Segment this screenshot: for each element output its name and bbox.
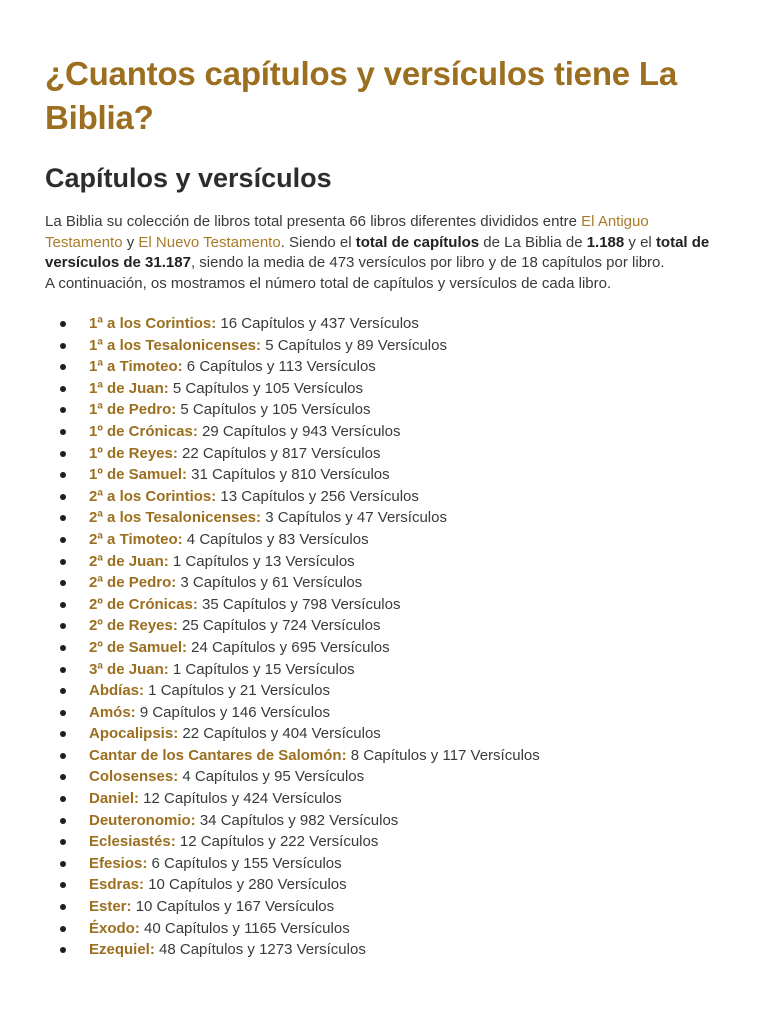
- book-detail: 4 Capítulos y 95 Versículos: [178, 768, 365, 786]
- book-detail: 40 Capítulos y 1165 Versículos: [139, 919, 350, 937]
- bullet-icon: [60, 753, 66, 759]
- book-name: Deuteronomio:: [89, 811, 196, 829]
- intro-text: y: [122, 233, 139, 251]
- book-detail: 34 Capítulos y 982 Versículos: [195, 811, 399, 829]
- intro-text: La Biblia su colección de libros total presenta 66 libros diferentes divididos entre: [45, 213, 582, 230]
- bullet-icon: [60, 623, 66, 629]
- book-name: Colosenses:: [89, 768, 179, 786]
- book-name: 1º de Crónicas:: [89, 422, 198, 440]
- book-name: Éxodo:: [89, 919, 140, 937]
- book-detail: 9 Capítulos y 146 Versículos: [135, 703, 330, 721]
- book-detail: 48 Capítulos y 1273 Versículos: [154, 941, 366, 959]
- bullet-icon: [60, 861, 66, 867]
- bullet-icon: [60, 926, 66, 932]
- list-item: [60, 637, 728, 659]
- book-detail: 1 Capítulos y 15 Versículos: [168, 660, 355, 678]
- bullet-icon: [60, 667, 66, 673]
- bullet-icon: [60, 343, 66, 349]
- bullet-icon: [60, 537, 66, 543]
- bullet-icon: [60, 580, 66, 586]
- list-item: [60, 572, 728, 594]
- book-name: 1ª a los Corintios:: [89, 315, 217, 332]
- list-item: [60, 335, 728, 357]
- book-list: [45, 313, 728, 961]
- book-name: 1º de Reyes:: [89, 444, 178, 462]
- section-heading: Capítulos y versículos: [45, 163, 332, 193]
- book-detail: 12 Capítulos y 222 Versículos: [175, 833, 379, 851]
- list-item: [60, 551, 728, 573]
- bullet-icon: [60, 882, 66, 888]
- list-item: [60, 896, 728, 918]
- bullet-icon: [60, 472, 66, 478]
- bullet-icon: [60, 818, 66, 824]
- list-item: [60, 766, 728, 788]
- book-name: Esdras:: [89, 876, 145, 894]
- list-item: [60, 788, 728, 810]
- bullet-icon: [60, 407, 66, 413]
- book-name: 1º de Samuel:: [89, 466, 188, 484]
- book-detail: 3 Capítulos y 61 Versículos: [176, 574, 363, 592]
- book-detail: 10 Capítulos y 280 Versículos: [144, 876, 347, 894]
- list-item: [60, 356, 728, 378]
- list-item: [60, 421, 728, 443]
- book-detail: 5 Capítulos y 105 Versículos: [168, 379, 364, 397]
- book-name: Abdías:: [89, 682, 145, 700]
- list-item: [60, 659, 728, 681]
- bullet-icon: [60, 731, 66, 737]
- bullet-icon: [60, 839, 66, 845]
- list-item: [60, 464, 728, 486]
- list-item: [60, 874, 728, 896]
- book-detail: 4 Capítulos y 83 Versículos: [182, 530, 369, 548]
- list-item: [60, 723, 728, 745]
- page-title: ¿Cuantos capítulos y versículos tiene La Biblia?: [45, 55, 678, 136]
- book-name: Cantar de los Cantares de Salomón:: [89, 746, 347, 764]
- book-name: Amós:: [89, 703, 136, 721]
- intro-bold-text: total de capítulos: [355, 233, 480, 251]
- book-detail: 12 Capítulos y 424 Versículos: [139, 790, 342, 808]
- bullet-icon: [60, 904, 66, 910]
- list-item: [60, 507, 728, 529]
- bullet-icon: [60, 515, 66, 521]
- book-detail: 10 Capítulos y 167 Versículos: [131, 898, 335, 916]
- bullet-icon: [60, 688, 66, 694]
- bullet-icon: [60, 494, 66, 500]
- book-name: 3ª de Juan:: [89, 660, 169, 678]
- list-item: [60, 378, 728, 400]
- book-name: 2ª de Juan:: [89, 552, 169, 570]
- book-name: 1ª de Pedro:: [89, 401, 177, 419]
- list-item: [60, 529, 728, 551]
- book-detail: 22 Capítulos y 404 Versículos: [178, 725, 381, 743]
- bullet-icon: [60, 645, 66, 651]
- bullet-icon: [60, 429, 66, 435]
- list-item: [60, 443, 728, 465]
- total-verses-text: total de versículos de 31.187: [45, 233, 710, 271]
- intro-text: A continuación, os mostramos el número total de capítulos y versículos de cada libro.: [45, 274, 612, 292]
- book-detail: 1 Capítulos y 21 Versículos: [144, 682, 330, 700]
- book-detail: 1 Capítulos y 13 Versículos: [168, 552, 355, 570]
- list-item: [60, 831, 728, 853]
- list-item: [60, 486, 728, 508]
- book-name: Eclesiastés:: [89, 833, 176, 851]
- bullet-icon: [60, 602, 66, 608]
- book-detail: 16 Capítulos y 437 Versículos: [216, 315, 419, 332]
- list-item: [60, 615, 728, 637]
- book-detail: 29 Capítulos y 943 Versículos: [197, 422, 401, 440]
- list-item: [60, 939, 728, 961]
- bullet-icon: [60, 774, 66, 780]
- book-name: Ester:: [89, 898, 132, 916]
- intro-paragraph: [45, 212, 729, 294]
- intro-text: de La Biblia de: [479, 233, 587, 251]
- book-name: Ezequiel:: [89, 941, 155, 959]
- book-detail: 3 Capítulos y 47 Versículos: [261, 509, 447, 527]
- book-detail: 13 Capítulos y 256 Versículos: [216, 487, 419, 505]
- book-detail: 22 Capítulos y 817 Versículos: [177, 444, 381, 462]
- intro-text: , siendo la media de 473 versículos por libro y de 18 capítulos por libro.: [190, 254, 665, 271]
- list-item: [60, 313, 728, 335]
- list-item: [60, 399, 728, 421]
- book-detail: 24 Capítulos y 695 Versículos: [187, 638, 390, 656]
- intro-text: . Siendo el: [280, 233, 356, 251]
- list-item: [60, 745, 728, 767]
- bullet-icon: [60, 559, 66, 565]
- antiguo-testamento-link[interactable]: El Antiguo Testamento: [45, 213, 649, 251]
- bullet-icon: [60, 796, 66, 802]
- book-name: 2ª a Timoteo:: [89, 530, 183, 548]
- book-name: 2º de Samuel:: [89, 638, 188, 656]
- total-chapters-value: 1.188: [586, 233, 625, 251]
- bullet-icon: [60, 321, 66, 327]
- list-item: [60, 853, 728, 875]
- book-name: 2ª de Pedro:: [89, 574, 177, 592]
- nuevo-testamento-link[interactable]: El Nuevo Testamento: [138, 233, 281, 251]
- bullet-icon: [60, 947, 66, 953]
- book-detail: 5 Capítulos y 105 Versículos: [176, 401, 371, 419]
- list-item: [60, 918, 728, 940]
- book-detail: 31 Capítulos y 810 Versículos: [187, 466, 390, 484]
- book-name: 2º de Reyes:: [89, 617, 178, 635]
- book-name: 2ª a los Tesalonicenses:: [89, 509, 262, 527]
- book-detail: 6 Capítulos y 155 Versículos: [147, 854, 342, 872]
- list-item: [60, 680, 728, 702]
- book-detail: 8 Capítulos y 117 Versículos: [346, 746, 540, 764]
- book-name: 1ª de Juan:: [89, 379, 169, 397]
- book-detail: 25 Capítulos y 724 Versículos: [177, 617, 381, 635]
- bullet-icon: [60, 364, 66, 370]
- book-detail: 6 Capítulos y 113 Versículos: [182, 358, 376, 376]
- list-item: [60, 810, 728, 832]
- bullet-icon: [60, 386, 66, 392]
- book-name: Apocalipsis:: [89, 725, 179, 743]
- bullet-icon: [60, 451, 66, 457]
- book-name: Efesios:: [89, 854, 148, 872]
- book-name: 2º de Crónicas:: [89, 595, 198, 613]
- bullet-icon: [60, 710, 66, 716]
- book-name: 2ª a los Corintios:: [89, 487, 217, 505]
- book-detail: 5 Capítulos y 89 Versículos: [261, 336, 447, 354]
- book-detail: 35 Capítulos y 798 Versículos: [197, 595, 401, 613]
- list-item: [60, 702, 728, 724]
- book-name: 1ª a Timoteo:: [89, 358, 183, 376]
- intro-text: y el: [624, 233, 656, 251]
- list-item: [60, 594, 728, 616]
- book-name: Daniel:: [89, 790, 140, 808]
- book-name: 1ª a los Tesalonicenses:: [89, 336, 262, 354]
